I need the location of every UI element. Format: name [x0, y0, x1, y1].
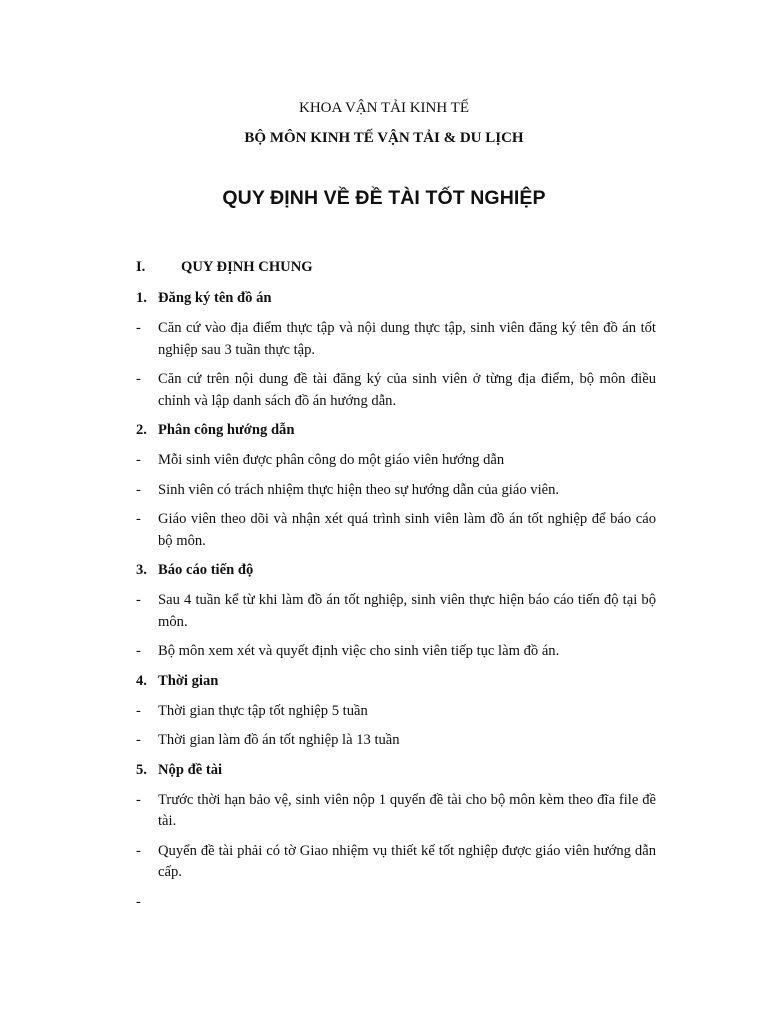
subsection-number: 1.	[136, 290, 147, 306]
subsection-title: Báo cáo tiến độ	[158, 562, 254, 578]
subsection-list	[136, 288, 656, 884]
list-item	[136, 480, 656, 502]
department-name: BỘ MÔN KINH TẾ VẬN TẢI & DU LỊCH	[244, 130, 524, 146]
list-item-text: Bộ môn xem xét và quyết định việc cho sinh viên tiếp tục làm đồ án.	[158, 643, 560, 659]
list-dash: -	[136, 702, 141, 719]
subsection-heading	[136, 288, 656, 309]
subsection-title: Phân công hướng dẫn	[158, 422, 295, 438]
list-dash: -	[136, 452, 141, 468]
trailing-dash: -	[136, 893, 141, 910]
list-item	[136, 841, 656, 884]
list-item-text: Trước thời hạn bảo vệ, sinh viên nộp 1 quyển đề tài cho bộ môn kèm theo đĩa file đề tài.	[158, 791, 656, 829]
list-dash: -	[136, 592, 141, 608]
list-dash: -	[136, 643, 141, 659]
list-item-text: Giáo viên theo dõi và nhận xét quá trình sinh viên làm đồ án tốt nghiệp để báo cáo bộ môn.	[158, 511, 656, 549]
subsection-number: 5.	[136, 761, 147, 778]
list-item-text: Sau 4 tuần kể từ khi làm đồ án tốt nghiệp, sinh viên thực hiện báo cáo tiến độ tại bộ môn.	[158, 592, 656, 630]
faculty-name: KHOA VẬN TẢI KINH TẾ	[299, 100, 469, 116]
list-item-text: Mỗi sinh viên được phân công do một giáo viên hướng dẫn	[158, 452, 505, 468]
list-item	[136, 701, 656, 723]
list-item	[136, 590, 656, 633]
list-item	[136, 318, 656, 361]
subsection-title: Nộp đề tài	[158, 761, 223, 778]
list-item-text: Sinh viên có trách nhiệm thực hiện theo sự hướng dẫn của giáo viên.	[158, 481, 560, 498]
list-item-text: Căn cứ vào địa điểm thực tập và nội dung thực tập, sinh viên đăng ký tên đồ án tốt nghiệp sau 3 tuần thực tập.	[158, 320, 656, 358]
subsection-heading	[136, 560, 656, 581]
list-dash: -	[136, 371, 141, 387]
list-dash: -	[136, 320, 141, 336]
list-item	[136, 641, 656, 663]
subsection-heading	[136, 671, 656, 692]
document-body	[136, 259, 656, 913]
list-item-text: Căn cứ trên nội dung đề tài đăng ký của sinh viên ở từng địa điểm, bộ môn điều chỉnh và lập danh sách đồ án hướng dẫn.	[158, 371, 656, 409]
subsection-number: 2.	[136, 422, 147, 438]
section-heading	[136, 259, 656, 279]
page-title: QUY ĐỊNH VỀ ĐỀ TÀI TỐT NGHIỆP	[222, 187, 546, 209]
subsection-heading	[136, 420, 656, 441]
list-item	[136, 730, 656, 752]
list-dash: -	[136, 842, 141, 859]
list-dash: -	[136, 791, 141, 808]
list-item-text: Quyển đề tài phải có tờ Giao nhiệm vụ thiết kế tốt nghiệp được giáo viên hướng dẫn cấp.	[158, 842, 656, 880]
list-item-text: Thời gian thực tập tốt nghiệp 5 tuần	[158, 702, 368, 719]
subsection-number: 4.	[136, 672, 147, 689]
subsection-title: Đăng ký tên đồ án	[158, 290, 272, 306]
list-dash: -	[136, 481, 141, 498]
list-dash: -	[136, 511, 141, 527]
list-dash: -	[136, 732, 141, 748]
list-item	[136, 790, 656, 833]
subsection-number: 3.	[136, 562, 147, 578]
list-item-text: Thời gian làm đồ án tốt nghiệp là 13 tuần	[158, 732, 400, 748]
list-item	[136, 369, 656, 412]
section-title: QUY ĐỊNH CHUNG	[181, 259, 313, 275]
list-item	[136, 509, 656, 552]
list-item	[136, 450, 656, 472]
section-number: I.	[136, 259, 146, 275]
subsection-heading	[136, 760, 656, 781]
subsection-title: Thời gian	[158, 672, 219, 689]
